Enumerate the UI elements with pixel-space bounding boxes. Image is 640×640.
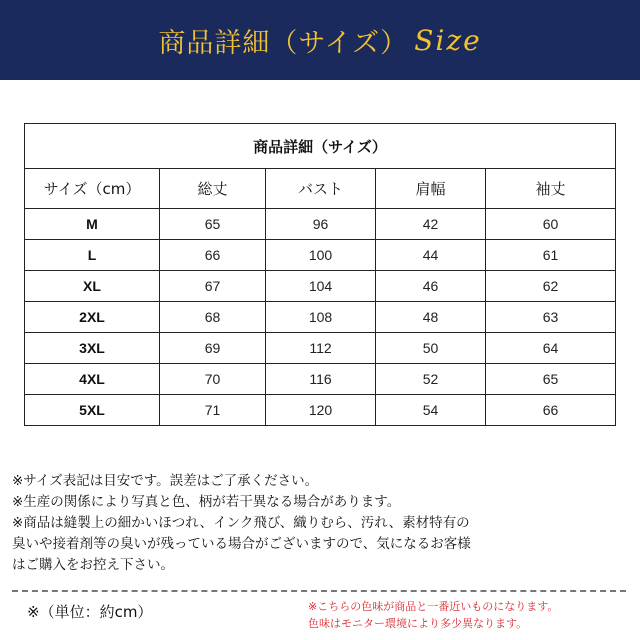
table-row	[25, 240, 616, 271]
sleeve-cell: 64	[486, 333, 616, 364]
size-cell: M	[25, 209, 160, 240]
sleeve-cell: 65	[486, 364, 616, 395]
length-cell: 67	[160, 271, 266, 302]
sleeve-cell: 60	[486, 209, 616, 240]
shoulder-cell: 50	[376, 333, 486, 364]
shoulder-cell: 48	[376, 302, 486, 333]
banner-title	[0, 0, 640, 80]
table-header-row	[25, 169, 616, 209]
bust-cell: 112	[266, 333, 376, 364]
size-cell: L	[25, 240, 160, 271]
header-sleeve: 袖丈	[486, 169, 616, 209]
size-cell: 5XL	[25, 395, 160, 426]
note-line: 臭いや接着剤等の臭いが残っている場合がございますので、気になるお客様	[12, 536, 471, 552]
bust-cell: 100	[266, 240, 376, 271]
banner-title-en: Size	[414, 23, 482, 57]
table-caption: 商品詳細（サイズ）	[25, 124, 616, 169]
shoulder-cell: 46	[376, 271, 486, 302]
table-row	[25, 364, 616, 395]
size-cell: XL	[25, 271, 160, 302]
size-cell: 2XL	[25, 302, 160, 333]
header-bust: バスト	[266, 169, 376, 209]
bust-cell: 108	[266, 302, 376, 333]
banner-title-jp: 商品詳細（サイズ）	[158, 27, 409, 59]
length-cell: 71	[160, 395, 266, 426]
sleeve-cell: 66	[486, 395, 616, 426]
notes-block	[12, 471, 632, 576]
length-cell: 65	[160, 209, 266, 240]
bust-cell: 120	[266, 395, 376, 426]
color-note-line: 色味はモニター環境により多少異なります。	[308, 617, 528, 630]
bust-cell: 116	[266, 364, 376, 395]
header-size: サイズ（cm）	[25, 169, 160, 209]
unit-label: ※（単位：約cm）	[27, 603, 153, 621]
header-shoulder: 肩幅	[376, 169, 486, 209]
size-cell: 4XL	[25, 364, 160, 395]
sleeve-cell: 63	[486, 302, 616, 333]
length-cell: 69	[160, 333, 266, 364]
shoulder-cell: 54	[376, 395, 486, 426]
bust-cell: 96	[266, 209, 376, 240]
length-cell: 70	[160, 364, 266, 395]
table-caption-row	[25, 124, 616, 169]
bust-cell: 104	[266, 271, 376, 302]
color-note-line: ※こちらの色味が商品と一番近いものになります。	[308, 600, 559, 613]
shoulder-cell: 42	[376, 209, 486, 240]
note-line: ※生産の関係により写真と色、柄が若干異なる場合があります。	[12, 494, 401, 510]
dashed-divider	[12, 590, 626, 592]
size-table	[24, 123, 616, 426]
table-row	[25, 302, 616, 333]
header-length: 総丈	[160, 169, 266, 209]
color-note	[308, 598, 558, 632]
shoulder-cell: 44	[376, 240, 486, 271]
shoulder-cell: 52	[376, 364, 486, 395]
length-cell: 68	[160, 302, 266, 333]
sleeve-cell: 61	[486, 240, 616, 271]
table-row	[25, 271, 616, 302]
table-row	[25, 395, 616, 426]
note-line: はご購入をお控え下さい。	[12, 557, 174, 573]
length-cell: 66	[160, 240, 266, 271]
note-line: ※商品は縫製上の細かいほつれ、インク飛び、織りむら、汚れ、素材特有の	[12, 515, 470, 531]
table-row	[25, 209, 616, 240]
size-cell: 3XL	[25, 333, 160, 364]
note-line: ※サイズ表記は目安です。誤差はご了承ください。	[12, 473, 319, 489]
sleeve-cell: 62	[486, 271, 616, 302]
table-row	[25, 333, 616, 364]
